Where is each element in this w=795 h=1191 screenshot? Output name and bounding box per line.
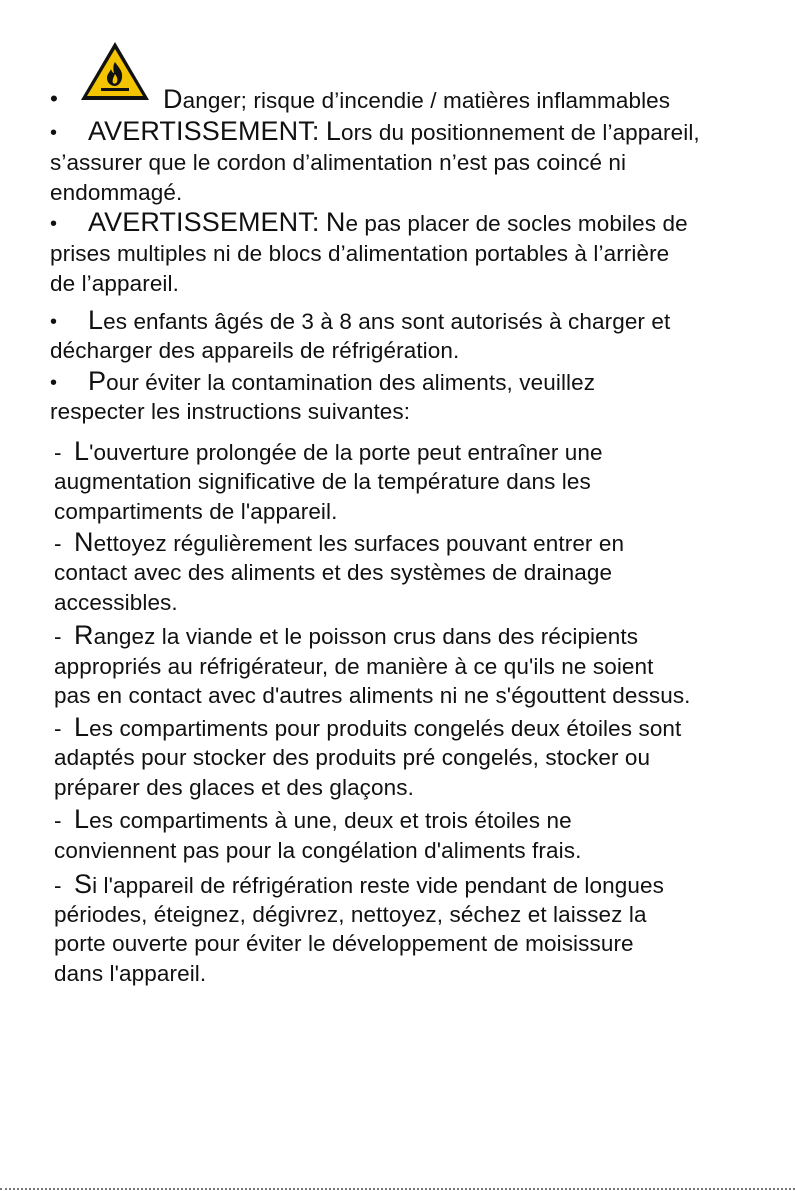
instruction-5-text-1: es compartiments à une, deux et trois étoiles ne	[89, 808, 572, 833]
instruction-4-line-1	[54, 712, 681, 744]
instruction-1-line-2: augmentation significative de la température dans les	[54, 469, 591, 494]
instruction-1-line-3: compartiments de l'appareil.	[54, 499, 338, 524]
contamination-line-1	[50, 366, 595, 398]
instruction-2-dash: -	[54, 531, 62, 556]
children-line-2: décharger des appareils de réfrigération.	[50, 338, 460, 363]
instruction-1-initial: L	[74, 436, 90, 466]
instruction-4-initial: L	[74, 712, 90, 742]
instruction-3-dash: -	[54, 624, 62, 649]
instruction-1-dash: -	[54, 440, 62, 465]
instruction-5-line-2: conviennent pas pour la congélation d'aliments frais.	[54, 838, 582, 863]
contamination-initial: P	[88, 366, 107, 396]
warning-2-line-2: prises multiples ni de blocs d’alimentation portables à l’arrière	[50, 241, 670, 266]
children-text-1: es enfants âgés de 3 à 8 ans sont autorisés à charger et	[103, 309, 671, 334]
flammable-warning-icon	[79, 40, 151, 103]
contamination-line-2: respecter les instructions suivantes:	[50, 399, 411, 424]
instruction-2-line-3: accessibles.	[54, 590, 178, 615]
warning-2-label: AVERTISSEMENT:	[88, 207, 320, 237]
instruction-6-dash: -	[54, 873, 62, 898]
instruction-3-line-2: appropriés au réfrigérateur, de manière à ce qu'ils ne soient	[54, 654, 654, 679]
instruction-4-text-1: es compartiments pour produits congelés deux étoiles sont	[89, 716, 682, 741]
instruction-4-line-2: adaptés pour stocker des produits pré congelés, stocker ou	[54, 745, 651, 770]
instruction-6-line-2: périodes, éteignez, dégivrez, nettoyez, séchez et laissez la	[54, 902, 647, 927]
instruction-2-initial: N	[74, 527, 94, 557]
instruction-4-line-3: préparer des glaces et des glaçons.	[54, 775, 414, 800]
danger-bullet: •	[50, 86, 58, 111]
warning-2-line-1	[50, 207, 688, 239]
contamination-text-1: our éviter la contamination des aliments, veuillez	[106, 370, 596, 395]
contamination-bullet: •	[50, 372, 58, 394]
instruction-5-dash: -	[54, 808, 62, 833]
instruction-3-line-3: pas en contact avec d'autres aliments ni ne s'égouttent dessus.	[54, 683, 691, 708]
instruction-6-text-1: i l'appareil de réfrigération reste vide pendant de longues	[92, 873, 664, 898]
warning-1-line-1	[50, 116, 700, 148]
children-initial: L	[88, 305, 104, 335]
warning-2-initial: N	[325, 207, 346, 237]
children-line-1	[50, 305, 670, 337]
page-bottom-rule	[0, 1188, 795, 1190]
instruction-3-text-1: angez la viande et le poisson crus dans des récipients	[93, 624, 639, 649]
instruction-5-line-1	[54, 804, 572, 836]
instruction-6-initial: S	[74, 869, 93, 899]
warning-2-line-3: de l’appareil.	[50, 271, 179, 296]
instruction-6-line-3: porte ouverte pour éviter le développement de moisissure	[54, 931, 634, 956]
instruction-6-line-1	[54, 869, 664, 901]
warning-1-text-1: ors du positionnement de l’appareil,	[340, 120, 700, 145]
instruction-2-text-1: ettoyez régulièrement les surfaces pouvant entrer en	[93, 531, 625, 556]
warning-1-label: AVERTISSEMENT:	[88, 116, 320, 146]
instruction-1-text-1: 'ouverture prolongée de la porte peut entraîner une	[89, 440, 603, 465]
warning-2-text-1: e pas placer de socles mobiles de	[345, 211, 688, 236]
warning-2-bullet: •	[50, 213, 58, 235]
danger-rest: anger; risque d’incendie / matières inflammables	[182, 88, 671, 113]
warning-1-bullet: •	[50, 122, 58, 144]
instruction-6-line-4: dans l'appareil.	[54, 961, 207, 986]
warning-1-line-3: endommagé.	[50, 180, 183, 205]
children-bullet: •	[50, 311, 58, 333]
danger-text	[163, 84, 670, 116]
instruction-2-line-2: contact avec des aliments et des systèmes de drainage	[54, 560, 613, 585]
danger-initial: D	[163, 84, 183, 114]
instruction-3-initial: R	[74, 620, 94, 650]
warning-1-initial: L	[325, 116, 341, 146]
instruction-2-line-1	[54, 527, 624, 559]
instruction-5-initial: L	[74, 804, 90, 834]
warning-1-line-2: s’assurer que le cordon d’alimentation n’est pas coincé ni	[50, 150, 627, 175]
instruction-3-line-1	[54, 620, 638, 652]
instruction-4-dash: -	[54, 716, 62, 741]
instruction-1-line-1	[54, 436, 603, 468]
